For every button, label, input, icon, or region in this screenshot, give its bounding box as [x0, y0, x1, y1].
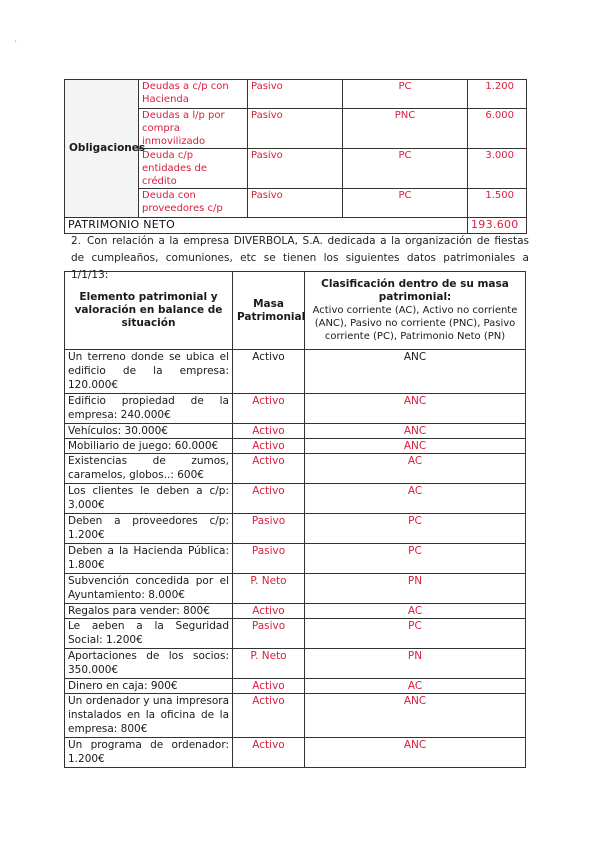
header-clasificacion: [305, 272, 526, 350]
table-row: [65, 514, 526, 544]
element-cell: Aportaciones de los socios: 350.000€: [65, 649, 233, 679]
patrimonio-neto-row: [65, 218, 527, 234]
clasificacion-cell: PC: [343, 149, 468, 189]
importe-cell: 1.200: [468, 80, 527, 109]
table-row: [65, 350, 526, 394]
clasificacion-cell: PN: [305, 574, 526, 604]
patrimonio-neto-importe: 193.600: [468, 218, 527, 234]
clasificacion-cell: AC: [305, 679, 526, 694]
table-row: [65, 604, 526, 619]
masa-cell: Pasivo: [248, 149, 343, 189]
importe-cell: 1.500: [468, 189, 527, 218]
clasificacion-cell: PC: [305, 544, 526, 574]
masa-cell: P. Neto: [233, 574, 305, 604]
element-cell: Vehículos: 30.000€: [65, 424, 233, 439]
table-row: [65, 574, 526, 604]
clasificacion-cell: AC: [305, 454, 526, 484]
question-text: Con relación a la empresa DIVERBOLA, S.A. dedicada a la organización de fiestas de cumpleaños, comuniones, etc se tienen los siguientes datos patrimoniales a 1/1/13:: [71, 235, 529, 281]
header-clasificacion-title: Clasificación dentro de su masa patrimonial:: [321, 278, 509, 303]
table-row: [65, 649, 526, 679]
table-row: [65, 484, 526, 514]
importe-cell: 3.000: [468, 149, 527, 189]
masa-cell: Pasivo: [248, 109, 343, 149]
clasificacion-cell: ANC: [305, 424, 526, 439]
table-row: [65, 738, 526, 768]
table-row: [65, 454, 526, 484]
element-cell: Un programa de ordenador: 1.200€: [65, 738, 233, 768]
masa-cell: Pasivo: [233, 514, 305, 544]
masa-cell: Pasivo: [233, 619, 305, 649]
question-number: 2.: [71, 235, 82, 247]
table-row: [65, 394, 526, 424]
table-row: [65, 439, 526, 454]
clasificacion-cell: PC: [305, 619, 526, 649]
element-cell: Dinero en caja: 900€: [65, 679, 233, 694]
masa-cell: Activo: [233, 679, 305, 694]
element-cell: Deuda c/p entidades de crédito: [139, 149, 248, 189]
obligaciones-table: [64, 79, 527, 234]
clasificacion-cell: ANC: [305, 394, 526, 424]
table-row: [65, 619, 526, 649]
header-clasificacion-sub: Activo corriente (AC), Activo no corriente (ANC), Pasivo no corriente (PNC), Pasivo corriente (PC), Patrimonio Neto (PN): [312, 305, 518, 342]
table-row: [65, 80, 527, 109]
element-cell: Deudas a l/p por compra inmovilizado: [139, 109, 248, 149]
patrimonio-neto-label: PATRIMONIO NETO: [65, 218, 468, 234]
header-masa: Masa Patrimonial: [233, 272, 305, 350]
clasificacion-cell: AC: [305, 484, 526, 514]
masa-cell: Pasivo: [233, 544, 305, 574]
clasificacion-cell: ANC: [305, 738, 526, 768]
element-cell: Existencias de zumos, caramelos, globos..: 600€: [65, 454, 233, 484]
clasificacion-cell: PNC: [343, 109, 468, 149]
element-cell: Mobiliario de juego: 60.000€: [65, 439, 233, 454]
masa-cell: Pasivo: [248, 80, 343, 109]
masa-cell: Activo: [233, 694, 305, 738]
elementos-patrimoniales-table: [64, 271, 526, 768]
element-cell: Deuda con proveedores c/p: [139, 189, 248, 218]
scan-mark: ˎ: [14, 33, 18, 42]
masa-cell: Pasivo: [248, 189, 343, 218]
masa-cell: Activo: [233, 424, 305, 439]
table-row: [65, 424, 526, 439]
masa-cell: Activo: [233, 484, 305, 514]
element-cell: Regalos para vender: 800€: [65, 604, 233, 619]
element-cell: Los clientes le deben a c/p: 3.000€: [65, 484, 233, 514]
masa-cell: Activo: [233, 394, 305, 424]
table-row: [65, 694, 526, 738]
element-cell: Un ordenador y una impresora instalados en la oficina de la empresa: 800€: [65, 694, 233, 738]
header-element: Elemento patrimonial y valoración en balance de situación: [65, 272, 233, 350]
element-cell: Subvención concedida por el Ayuntamiento: 8.000€: [65, 574, 233, 604]
table-row: [65, 679, 526, 694]
element-cell: Un terreno donde se ubica el edificio de la empresa: 120.000€: [65, 350, 233, 394]
clasificacion-cell: PC: [343, 189, 468, 218]
masa-cell: Activo: [233, 604, 305, 619]
masa-cell: Activo: [233, 439, 305, 454]
masa-cell: Activo: [233, 738, 305, 768]
element-cell: Deudas a c/p con Hacienda: [139, 80, 248, 109]
clasificacion-cell: ANC: [305, 439, 526, 454]
clasificacion-cell: PC: [305, 514, 526, 544]
clasificacion-cell: ANC: [305, 350, 526, 394]
masa-cell: P. Neto: [233, 649, 305, 679]
element-cell: Edificio propiedad de la empresa: 240.000€: [65, 394, 233, 424]
clasificacion-cell: AC: [305, 604, 526, 619]
clasificacion-cell: ANC: [305, 694, 526, 738]
clasificacion-cell: PN: [305, 649, 526, 679]
element-cell: Deben a la Hacienda Pública: 1.800€: [65, 544, 233, 574]
header-row: [65, 272, 526, 350]
masa-cell: Activo: [233, 454, 305, 484]
element-cell: Le aeben a la Seguridad Social: 1.200€: [65, 619, 233, 649]
masa-cell: Activo: [233, 350, 305, 394]
table-row: [65, 544, 526, 574]
importe-cell: 6.000: [468, 109, 527, 149]
clasificacion-cell: PC: [343, 80, 468, 109]
group-label: Obligaciones: [65, 80, 139, 218]
element-cell: Deben a proveedores c/p: 1.200€: [65, 514, 233, 544]
